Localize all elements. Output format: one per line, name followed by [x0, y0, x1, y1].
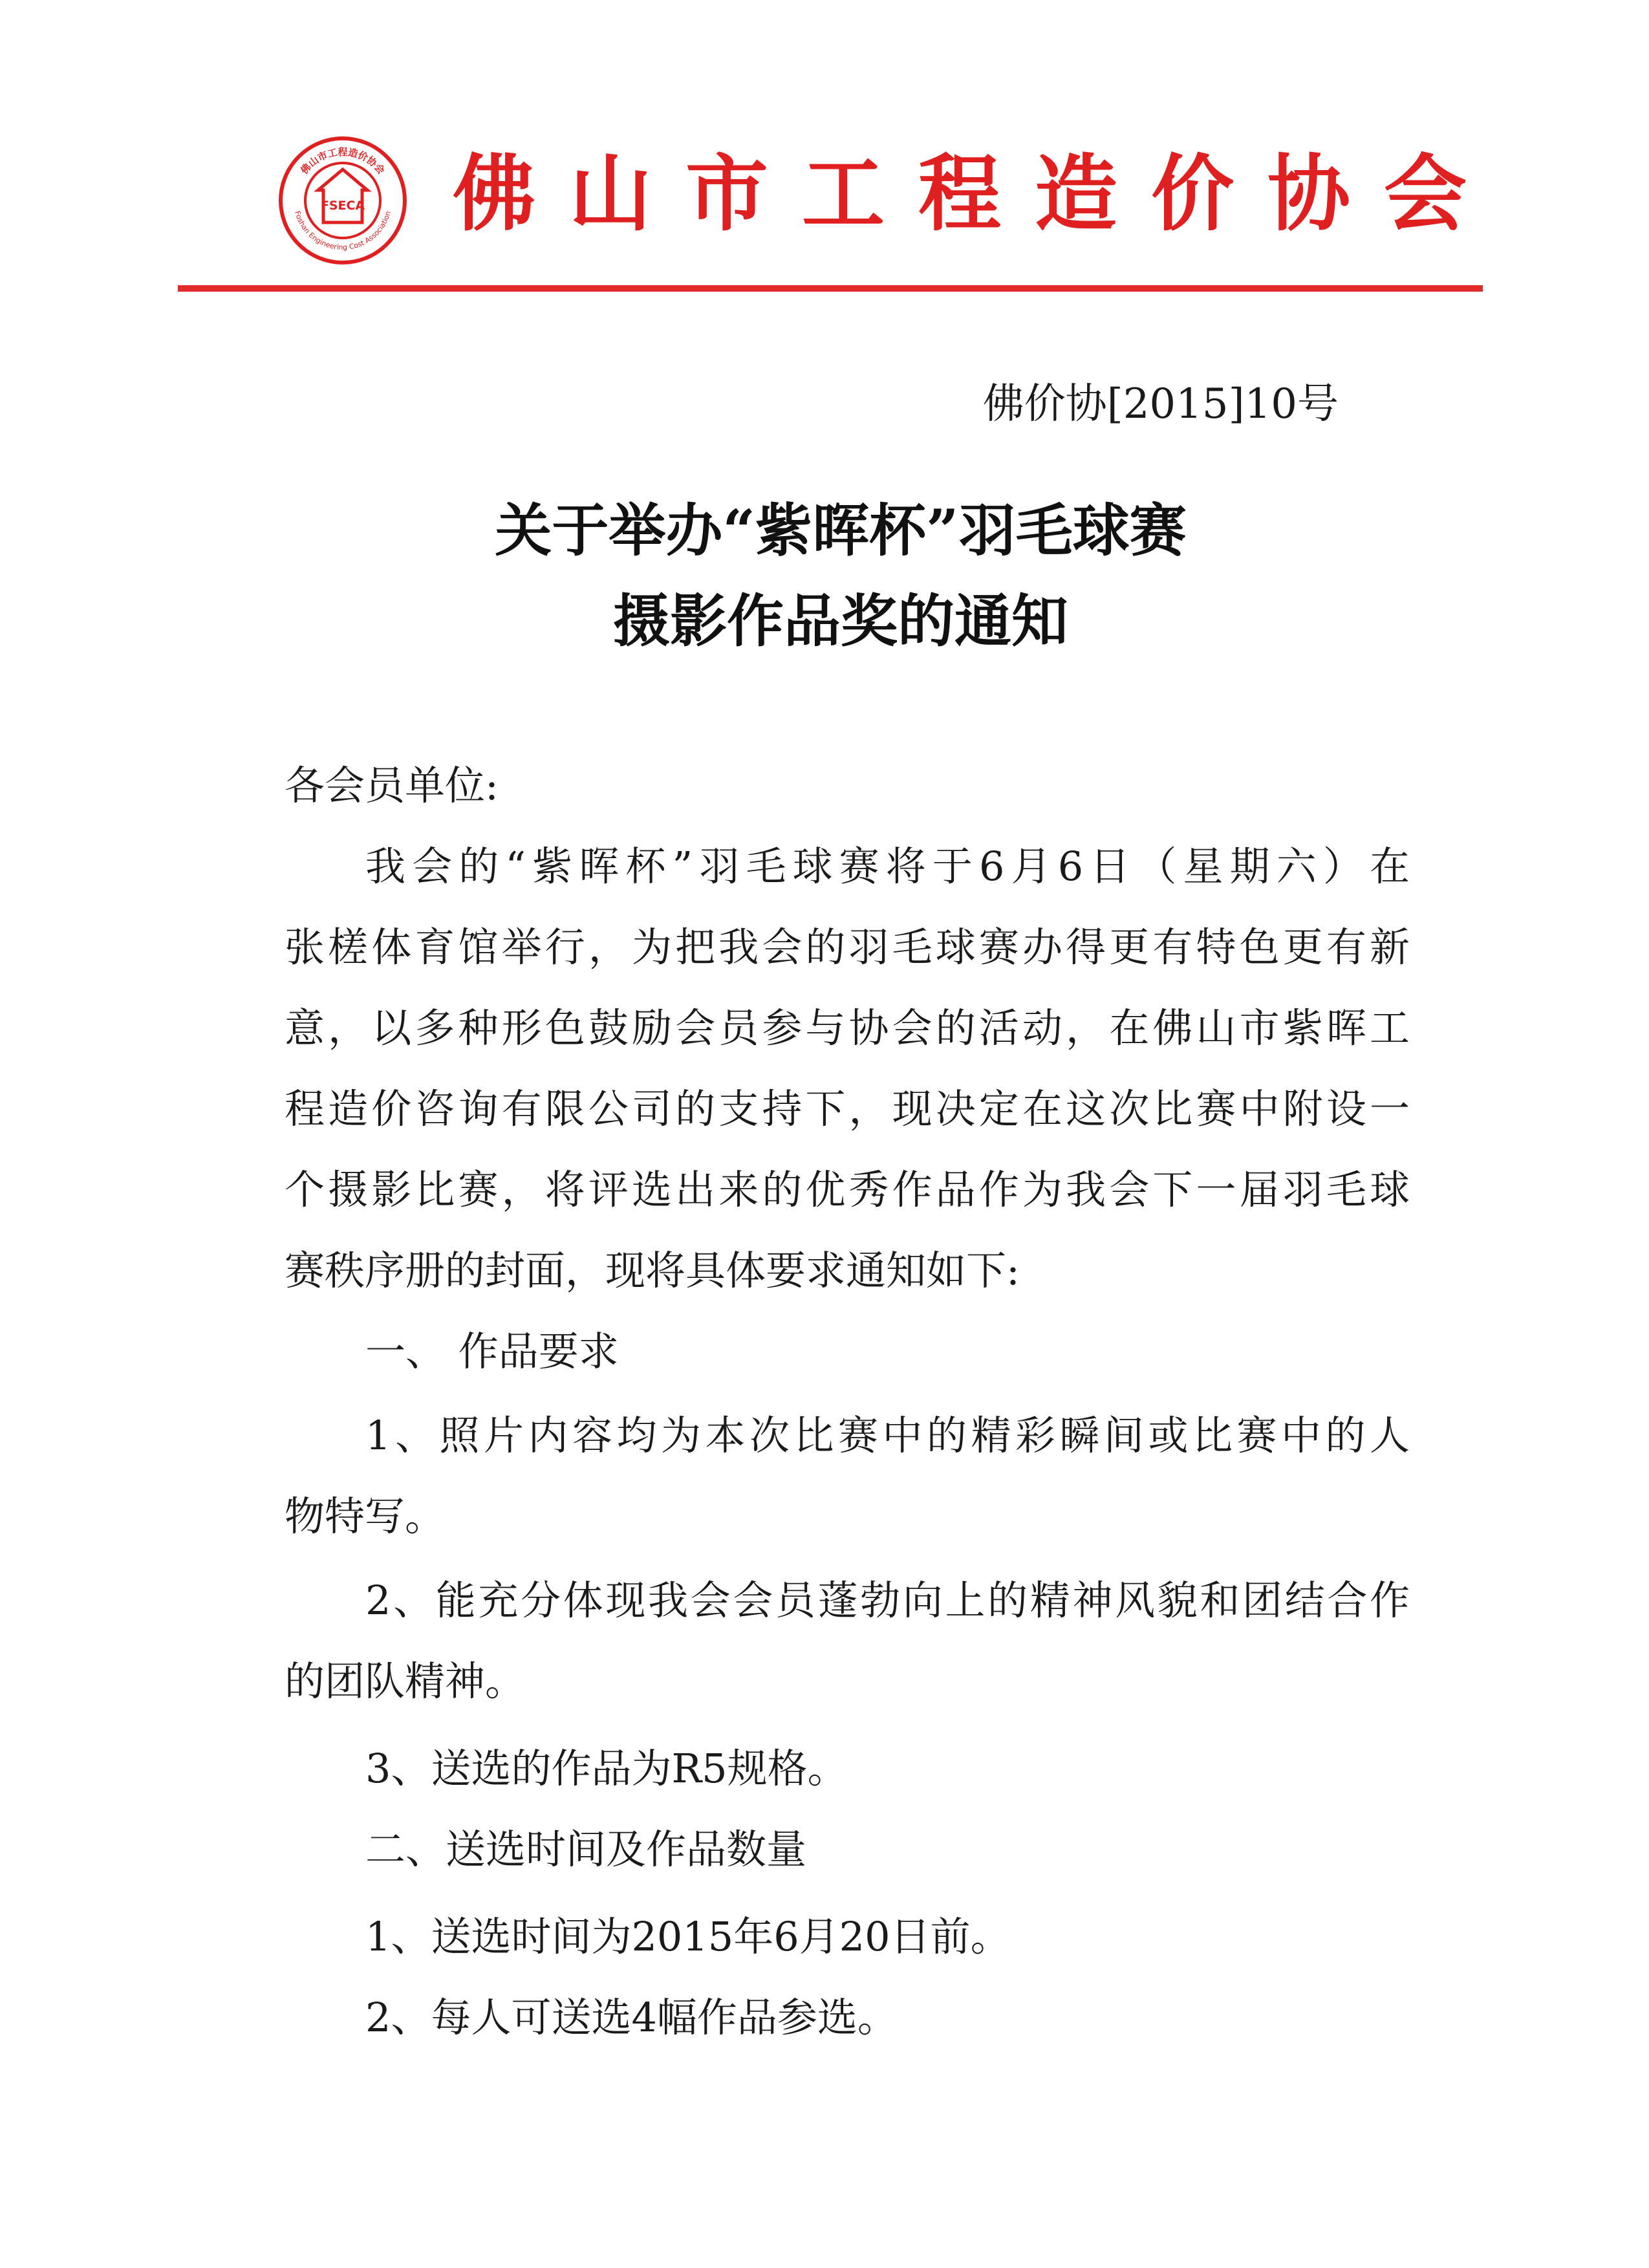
- paragraph-line: 意，以多种形色鼓励会员参与协会的活动，在佛山市紫晖工: [285, 1004, 1410, 1052]
- logo-ring-en: Foshan Engineering Cost Association: [293, 210, 393, 252]
- salutation: 各会员单位:: [285, 762, 499, 809]
- paragraph-line: 赛秩序册的封面，现将具体要求通知如下:: [285, 1247, 1020, 1294]
- paragraph-line: 程造价咨询有限公司的支持下，现决定在这次比赛中附设一: [285, 1085, 1410, 1132]
- list-item: 2、每人可送选4幅作品参选。: [365, 1994, 898, 2041]
- list-item: 1、照片内容均为本次比赛中的精彩瞬间或比赛中的人: [365, 1412, 1410, 1459]
- letterhead-divider: [178, 285, 1483, 292]
- notice-title-line-1: 关于举办“紫晖杯”羽毛球赛: [495, 497, 1187, 564]
- document-number: 佛价协[2015]10号: [982, 380, 1339, 428]
- list-item: 2、能充分体现我会会员蓬勃向上的精神风貌和团结合作: [365, 1577, 1410, 1624]
- list-item-continuation: 的团队精神。: [285, 1658, 526, 1705]
- organization-name: 佛山市工程造价协会: [453, 146, 1501, 243]
- logo-ring-cn: 佛山市工程造价协会: [298, 146, 387, 177]
- paragraph-line: 我会的“紫晖杯”羽毛球赛将于6月6日（星期六）在: [365, 843, 1410, 890]
- section-heading: 二、送选时间及作品数量: [365, 1826, 807, 1873]
- section-heading: 一、 作品要求: [365, 1328, 619, 1375]
- list-item-continuation: 物特写。: [285, 1493, 446, 1540]
- notice-title-line-2: 摄影作品奖的通知: [612, 587, 1068, 654]
- paragraph-line: 张槎体育馆举行，为把我会的羽毛球赛办得更有特色更有新: [285, 923, 1410, 971]
- list-item: 3、送选的作品为R5规格。: [365, 1745, 848, 1792]
- association-logo: [278, 136, 407, 265]
- list-item: 1、送选时间为2015年6月20日前。: [365, 1913, 1011, 1960]
- logo-center-text: FSECA: [320, 199, 365, 213]
- paragraph-line: 个摄影比赛，将评选出来的优秀作品作为我会下一届羽毛球: [285, 1166, 1410, 1213]
